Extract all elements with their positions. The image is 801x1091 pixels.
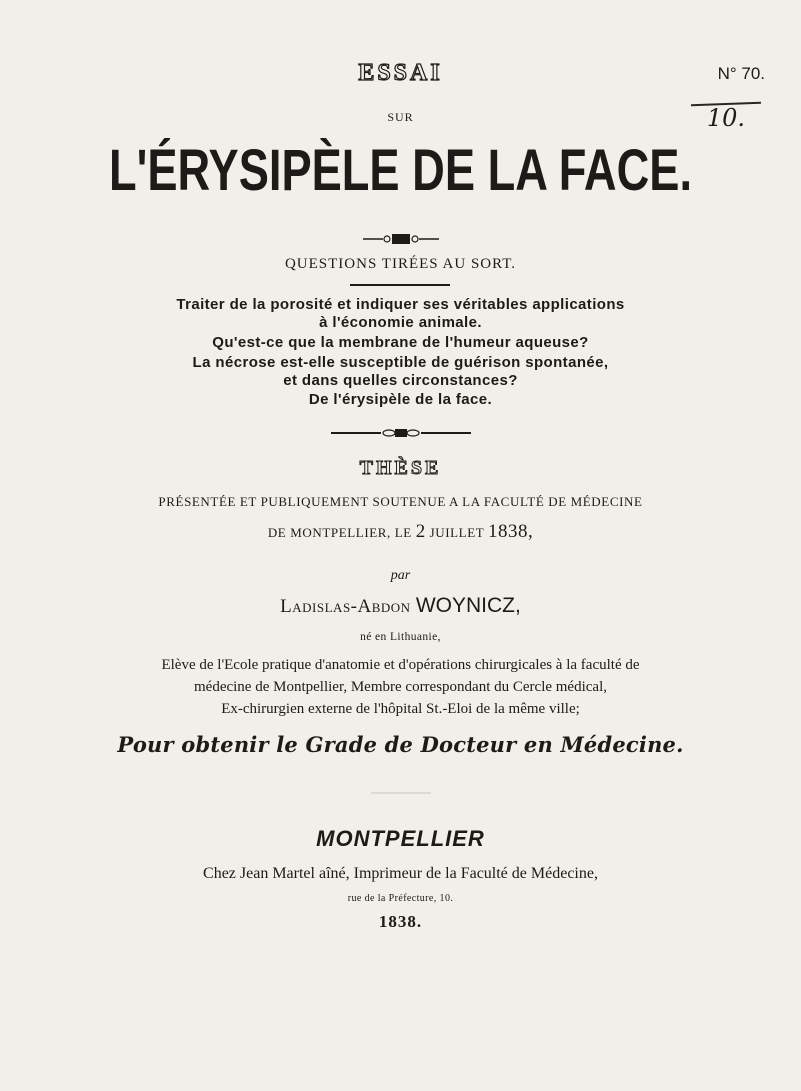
ornament-icon [331, 428, 471, 438]
question-line: Qu'est-ce que la membrane de l'humeur aqueuse? [212, 334, 589, 351]
author-surname: WOYNICZ, [415, 594, 521, 617]
main-title: L'ÉRYSIPÈLE DE LA FACE. [108, 138, 693, 203]
question-line: Traiter de la porosité et indiquer ses véritables applications [176, 296, 625, 313]
question-line: De l'érysipèle de la face. [308, 391, 493, 408]
these-heading: THÈSE [359, 457, 442, 479]
bio-line: Ex-chirurgien externe de l'hôpital St.-Eloi de la même ville; [221, 701, 580, 717]
ornament-icon [371, 791, 431, 795]
author-name [0, 594, 801, 618]
question-line: La nécrose est-elle susceptible de guérison spontanée, [192, 354, 609, 371]
separator-bottom [0, 782, 801, 800]
imprint-address: rue de la Préfecture, 10. [347, 893, 454, 904]
date-day: 2 [415, 521, 426, 542]
bio-line: Elève de l'Ecole pratique d'anatomie et d'opérations chirurgicales à la faculté de [161, 657, 640, 673]
questions-title: QUESTIONS TIRÉES AU SORT. [284, 256, 517, 272]
birthplace: né en Lithuanie, [360, 631, 441, 643]
ornament-divider-middle [0, 425, 801, 443]
imprint-year: 1838. [378, 912, 423, 931]
author-bio [40, 654, 761, 720]
degree-line: Pour obtenir le Grade de Docteur en Médecine. [117, 732, 684, 757]
essai-heading: ESSAI [358, 60, 443, 86]
sur-label: SUR [387, 110, 414, 124]
bio-line: médecine de Montpellier, Membre correspondant du Cercle médical, [194, 679, 607, 695]
handwritten-number: 10. [706, 104, 745, 132]
par-label: par [390, 568, 411, 583]
ornament-icon [361, 232, 441, 246]
date-prefix: DE MONTPELLIER, LE [267, 525, 412, 540]
date-year: 1838, [487, 521, 534, 542]
catalog-number: N° 70. [717, 64, 765, 83]
ornament-divider-top [0, 232, 801, 251]
date-line [0, 521, 801, 543]
date-month: JUILLET [429, 525, 485, 540]
imprint-printer: Chez Jean Martel aîné, Imprimeur de la Faculté de Médecine, [203, 865, 598, 882]
question-line: et dans quelles circonstances? [283, 372, 518, 389]
presented-line: PRÉSENTÉE ET PUBLIQUEMENT SOUTENUE A LA FACULTÉ DE MÉDECINE [158, 494, 643, 509]
imprint-city: MONTPELLIER [316, 826, 485, 851]
author-given-names: Ladislas-Abdon [280, 596, 411, 617]
question-line: à l'économie animale. [319, 314, 482, 331]
rule-divider [350, 284, 450, 286]
